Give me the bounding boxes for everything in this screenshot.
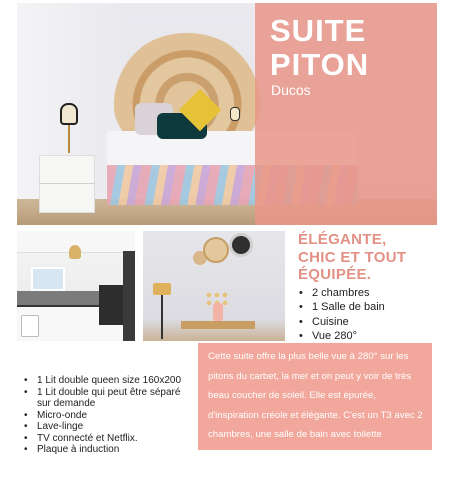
console-table — [181, 321, 255, 329]
feature-item: • Lave-linge — [22, 421, 190, 433]
feature-item: • TV connecté et Netflix. — [22, 433, 190, 445]
floor-lamp-icon — [153, 283, 171, 295]
highlight-list — [298, 286, 385, 343]
kitchen-photo — [17, 231, 135, 341]
oven — [99, 285, 123, 325]
location-subtitle: Ducos — [271, 82, 311, 98]
description-box — [198, 343, 432, 479]
feature-item: • 1 Lit double queen size 160x200 — [22, 375, 190, 387]
highlight-item: • Cuisine — [298, 315, 385, 329]
wall-mirror — [203, 237, 229, 263]
lamp-icon — [60, 103, 78, 125]
highlight-item: • Vue 280° — [298, 329, 385, 343]
window — [31, 267, 65, 291]
description-text: Cette suite offre la plus belle vue à 280° sur les pitons du carbet, la mer et on peut y voir de très beau coucher de soleil. Elle est épurée, d'inspiration créole et élégante. C'est un T3 avec 2 chambres, une salle de bain avec toilette indépendante, un salon spacieux, une cuisine tout équipée et un balcon composé d'un — [208, 351, 423, 479]
highlight-item: • 2 chambres — [298, 286, 385, 300]
feature-item: • Micro-onde — [22, 410, 190, 422]
highlight-title — [298, 231, 448, 284]
lamp-stem — [68, 125, 70, 153]
title-line-1: SUITE — [270, 13, 367, 48]
floor-lamp-pole — [161, 295, 163, 339]
nightstand-drawer — [39, 183, 95, 184]
pendant-lamp-icon — [69, 245, 81, 259]
nightstand — [39, 155, 95, 213]
highlight-item: • 1 Salle de bain — [298, 300, 385, 314]
fridge — [123, 251, 135, 341]
title-line-2: PITON — [270, 47, 370, 82]
feature-item: • Plaque à induction — [22, 444, 190, 456]
vase — [213, 303, 223, 321]
washing-machine — [21, 315, 39, 337]
living-room-photo — [143, 231, 285, 341]
highlight-title-line: CHIC ET TOUT — [298, 248, 407, 266]
highlight-title-line: ÉQUIPÉE. — [298, 266, 372, 283]
feature-list — [22, 375, 190, 456]
feature-item: • 1 Lit double qui peut être séparé sur demande — [22, 387, 190, 410]
wall-sconce — [230, 107, 240, 121]
highlight-title-line: ÉLÉGANTE, — [298, 231, 387, 248]
wall-mirror — [229, 233, 253, 257]
